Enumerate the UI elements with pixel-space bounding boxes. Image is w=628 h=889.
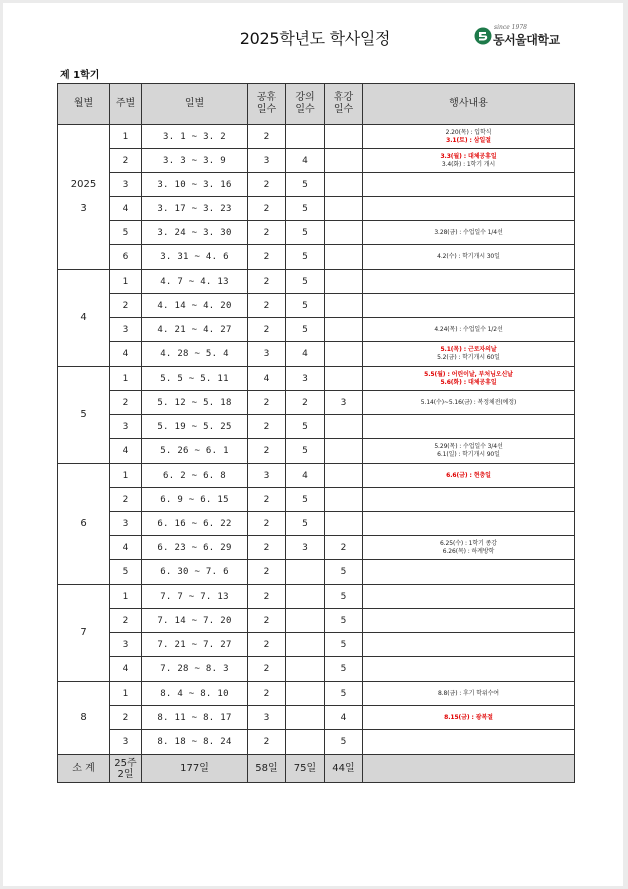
- total-lecture: 75일: [286, 755, 325, 783]
- events-cell: [363, 391, 575, 415]
- week-cell: 4: [110, 439, 142, 464]
- break-days-cell: [325, 367, 363, 391]
- break-days-cell: [325, 221, 363, 245]
- month-cell: [58, 682, 110, 755]
- lecture-days-cell: 5: [286, 439, 325, 464]
- event-item: 3.3(월) : 대체공휴일: [440, 152, 497, 160]
- event-item: 8.15(금) : 광복절: [444, 713, 493, 721]
- holiday-days-cell: 2: [248, 318, 286, 342]
- week-cell: 4: [110, 197, 142, 221]
- week-cell: 3: [110, 173, 142, 197]
- month-label: 2025: [70, 179, 97, 190]
- date-range-cell: 4. 7 ~ 4. 13: [142, 270, 248, 294]
- events-cell: [363, 294, 575, 318]
- week-cell: 2: [110, 391, 142, 415]
- table-row: [58, 585, 575, 609]
- total-holiday: 58일: [248, 755, 286, 783]
- event-item: 5.14(수)~5.16(금) : 복정체전(예정): [420, 398, 517, 406]
- break-days-cell: 5: [325, 609, 363, 633]
- events-cell: [363, 609, 575, 633]
- total-row: [58, 755, 575, 783]
- lecture-days-cell: 5: [286, 415, 325, 439]
- lecture-days-cell: 4: [286, 464, 325, 488]
- holiday-days-cell: 2: [248, 221, 286, 245]
- holiday-days-cell: 2: [248, 391, 286, 415]
- table-row: [58, 149, 575, 173]
- table-row: [58, 125, 575, 149]
- date-range-cell: 7. 28 ~ 8. 3: [142, 657, 248, 682]
- date-range-cell: 3. 31 ~ 4. 6: [142, 245, 248, 270]
- date-range-cell: 3. 24 ~ 3. 30: [142, 221, 248, 245]
- table-row: [58, 657, 575, 682]
- holiday-days-cell: 4: [248, 367, 286, 391]
- date-range-cell: 3. 17 ~ 3. 23: [142, 197, 248, 221]
- lecture-days-cell: 5: [286, 318, 325, 342]
- table-row: [58, 245, 575, 270]
- table-row: [58, 488, 575, 512]
- event-item: 5.29(목) : 수업일수 3/4선: [434, 443, 503, 450]
- event-item: 5.1(목) : 근로자의날: [440, 346, 497, 353]
- header-lecture-line2: 일수: [295, 104, 315, 115]
- lecture-days-cell: [286, 633, 325, 657]
- lecture-days-cell: 2: [286, 391, 325, 415]
- break-days-cell: [325, 149, 363, 173]
- week-cell: 1: [110, 125, 142, 149]
- holiday-days-cell: 2: [248, 245, 286, 270]
- table-row: [58, 633, 575, 657]
- event-item: 4.2(수) : 학기개시 30일: [437, 253, 500, 260]
- break-days-cell: [325, 125, 363, 149]
- date-range-cell: 6. 2 ~ 6. 8: [142, 464, 248, 488]
- events-cell: [363, 585, 575, 609]
- table-row: [58, 536, 575, 560]
- break-days-cell: [325, 464, 363, 488]
- table-row: [58, 391, 575, 415]
- week-cell: 2: [110, 294, 142, 318]
- event-item: 5.2(금) : 학기개시 60일: [437, 354, 500, 361]
- header-month: 월별: [58, 84, 110, 125]
- event-item: 3.1(토) : 삼일절: [446, 136, 491, 144]
- week-cell: 1: [110, 367, 142, 391]
- holiday-days-cell: 3: [248, 464, 286, 488]
- date-range-cell: 3. 1 ~ 3. 2: [142, 125, 248, 149]
- lecture-days-cell: 5: [286, 270, 325, 294]
- events-cell: [363, 415, 575, 439]
- date-range-cell: 6. 30 ~ 7. 6: [142, 560, 248, 585]
- date-range-cell: 5. 12 ~ 5. 18: [142, 391, 248, 415]
- date-range-cell: 6. 9 ~ 6. 15: [142, 488, 248, 512]
- break-days-cell: [325, 245, 363, 270]
- lecture-days-cell: 5: [286, 173, 325, 197]
- month-cell: [58, 585, 110, 682]
- table-row: [58, 415, 575, 439]
- page-title: 2025학년도 학사일정: [239, 29, 391, 48]
- events-cell: [363, 270, 575, 294]
- events-cell: [363, 657, 575, 682]
- events-cell: [363, 560, 575, 585]
- event-item: 6.1(일) : 학기개시 90일: [437, 451, 500, 458]
- break-days-cell: [325, 439, 363, 464]
- holiday-days-cell: 2: [248, 730, 286, 755]
- events-cell: [363, 512, 575, 536]
- events-cell: [363, 730, 575, 755]
- lecture-days-cell: [286, 730, 325, 755]
- header-events: 행사내용: [363, 84, 575, 125]
- events-cell: [363, 367, 575, 391]
- lecture-days-cell: 5: [286, 197, 325, 221]
- date-range-cell: 8. 18 ~ 8. 24: [142, 730, 248, 755]
- table-row: [58, 318, 575, 342]
- break-days-cell: [325, 342, 363, 367]
- week-cell: 2: [110, 609, 142, 633]
- event-item: 3.28(금) : 수업일수 1/4선: [434, 228, 503, 236]
- total-label: 소 계: [58, 755, 110, 783]
- academic-schedule-table: [57, 83, 575, 783]
- date-range-cell: 8. 4 ~ 8. 10: [142, 682, 248, 706]
- break-days-cell: 5: [325, 730, 363, 755]
- break-days-cell: 5: [325, 657, 363, 682]
- holiday-days-cell: 2: [248, 270, 286, 294]
- event-item: 6.25(수) : 1학기 종강: [440, 539, 497, 547]
- table-row: [58, 294, 575, 318]
- month-label: 7: [80, 627, 87, 638]
- holiday-days-cell: 2: [248, 536, 286, 560]
- date-range-cell: 5. 19 ~ 5. 25: [142, 415, 248, 439]
- break-days-cell: [325, 270, 363, 294]
- table-row: [58, 560, 575, 585]
- table-row: [58, 342, 575, 367]
- lecture-days-cell: [286, 657, 325, 682]
- table-row: [58, 221, 575, 245]
- events-cell: [363, 197, 575, 221]
- lecture-days-cell: [286, 585, 325, 609]
- lecture-days-cell: 3: [286, 536, 325, 560]
- month-cell: [58, 367, 110, 464]
- lecture-days-cell: 5: [286, 512, 325, 536]
- table-row: [58, 730, 575, 755]
- events-cell: [363, 342, 575, 367]
- header-week: 주별: [110, 84, 142, 125]
- events-cell: [363, 536, 575, 560]
- semester-label: 제 1학기: [60, 70, 100, 81]
- event-item: 5.6(화) : 대체공휴일: [440, 378, 497, 386]
- event-item: 5.5(월) : 어린이날, 부처님오신날: [424, 370, 513, 378]
- week-cell: 2: [110, 149, 142, 173]
- break-days-cell: [325, 512, 363, 536]
- total-weeks: [110, 755, 142, 783]
- lecture-days-cell: 4: [286, 149, 325, 173]
- date-range-cell: 6. 16 ~ 6. 22: [142, 512, 248, 536]
- break-days-cell: 5: [325, 633, 363, 657]
- lecture-days-cell: 5: [286, 245, 325, 270]
- break-days-cell: [325, 488, 363, 512]
- month-cell: [58, 125, 110, 270]
- table-row: [58, 173, 575, 197]
- holiday-days-cell: 2: [248, 609, 286, 633]
- lecture-days-cell: 3: [286, 367, 325, 391]
- week-cell: 1: [110, 682, 142, 706]
- events-cell: [363, 682, 575, 706]
- break-days-cell: 4: [325, 706, 363, 730]
- month-cell: [58, 464, 110, 585]
- week-cell: 4: [110, 657, 142, 682]
- date-range-cell: 8. 11 ~ 8. 17: [142, 706, 248, 730]
- table-row: [58, 464, 575, 488]
- date-range-cell: 7. 14 ~ 7. 20: [142, 609, 248, 633]
- events-cell: [363, 149, 575, 173]
- total-events: [363, 755, 575, 783]
- header-range: 일별: [142, 84, 248, 125]
- total-days: 177일: [142, 755, 248, 783]
- header-lecture-line1: 강의: [295, 92, 315, 103]
- break-days-cell: [325, 294, 363, 318]
- week-cell: 3: [110, 633, 142, 657]
- events-cell: [363, 488, 575, 512]
- date-range-cell: 5. 26 ~ 6. 1: [142, 439, 248, 464]
- month-label: 6: [80, 518, 87, 529]
- table-row: [58, 197, 575, 221]
- week-cell: 1: [110, 270, 142, 294]
- logo-name: 동서울대학교: [493, 33, 560, 47]
- table-row: [58, 682, 575, 706]
- header-lecture: [286, 84, 325, 125]
- events-cell: [363, 706, 575, 730]
- events-cell: [363, 245, 575, 270]
- event-item: 8.8(금) : 후기 학위수여: [438, 689, 499, 697]
- event-item: 3.4(화) : 1학기 개시: [441, 160, 496, 168]
- date-range-cell: 4. 21 ~ 4. 27: [142, 318, 248, 342]
- table-row: [58, 706, 575, 730]
- events-cell: [363, 125, 575, 149]
- week-cell: 3: [110, 415, 142, 439]
- week-cell: 1: [110, 464, 142, 488]
- break-days-cell: 5: [325, 682, 363, 706]
- event-item: 6.26(목) : 하계방학: [442, 547, 495, 555]
- month-label: 5: [80, 409, 87, 420]
- week-cell: 1: [110, 585, 142, 609]
- break-days-cell: 3: [325, 391, 363, 415]
- break-days-cell: 2: [325, 536, 363, 560]
- events-cell: [363, 173, 575, 197]
- holiday-days-cell: 2: [248, 512, 286, 536]
- week-cell: 3: [110, 512, 142, 536]
- header-holiday-line2: 일수: [256, 104, 277, 115]
- date-range-cell: 3. 10 ~ 3. 16: [142, 173, 248, 197]
- table-row: [58, 512, 575, 536]
- events-cell: [363, 439, 575, 464]
- event-item: 4.24(목) : 수업일수 1/2선: [434, 325, 503, 333]
- holiday-days-cell: 2: [248, 560, 286, 585]
- holiday-days-cell: 2: [248, 173, 286, 197]
- holiday-days-cell: 3: [248, 342, 286, 367]
- break-days-cell: 5: [325, 560, 363, 585]
- events-cell: [363, 464, 575, 488]
- month-cell: [58, 270, 110, 367]
- total-weeks-line1: 25주: [114, 757, 137, 769]
- lecture-days-cell: 4: [286, 342, 325, 367]
- month-label: 4: [80, 312, 87, 323]
- holiday-days-cell: 3: [248, 706, 286, 730]
- holiday-days-cell: 2: [248, 415, 286, 439]
- lecture-days-cell: [286, 125, 325, 149]
- events-cell: [363, 221, 575, 245]
- header-break: [325, 84, 363, 125]
- events-cell: [363, 318, 575, 342]
- date-range-cell: 6. 23 ~ 6. 29: [142, 536, 248, 560]
- month-label: 3: [80, 203, 87, 214]
- break-days-cell: [325, 197, 363, 221]
- week-cell: 4: [110, 342, 142, 367]
- week-cell: 3: [110, 318, 142, 342]
- table-header-row: [58, 84, 575, 125]
- header-holiday: [248, 84, 286, 125]
- total-break: 44일: [325, 755, 363, 783]
- holiday-days-cell: 2: [248, 657, 286, 682]
- date-range-cell: 5. 5 ~ 5. 11: [142, 367, 248, 391]
- break-days-cell: [325, 318, 363, 342]
- header-holiday-line1: 공휴: [256, 92, 277, 103]
- date-range-cell: 7. 21 ~ 7. 27: [142, 633, 248, 657]
- holiday-days-cell: 2: [248, 488, 286, 512]
- holiday-days-cell: 2: [248, 197, 286, 221]
- break-days-cell: [325, 415, 363, 439]
- table-row: [58, 270, 575, 294]
- break-days-cell: 5: [325, 585, 363, 609]
- week-cell: 2: [110, 706, 142, 730]
- lecture-days-cell: 5: [286, 294, 325, 318]
- month-label: 8: [80, 712, 87, 723]
- date-range-cell: 3. 3 ~ 3. 9: [142, 149, 248, 173]
- holiday-days-cell: 2: [248, 439, 286, 464]
- week-cell: 4: [110, 536, 142, 560]
- break-days-cell: [325, 173, 363, 197]
- lecture-days-cell: 5: [286, 221, 325, 245]
- header-break-line2: 일수: [333, 104, 354, 115]
- event-item: 6.6(금) : 현충일: [446, 471, 491, 479]
- total-weeks-line2: 2일: [117, 768, 134, 780]
- holiday-days-cell: 3: [248, 149, 286, 173]
- event-item: 2.20(목) : 입학식: [445, 128, 492, 136]
- lecture-days-cell: [286, 706, 325, 730]
- university-emblem-icon: [474, 27, 492, 45]
- logo-since-text: since 1978: [494, 24, 527, 31]
- lecture-days-cell: 5: [286, 488, 325, 512]
- events-cell: [363, 633, 575, 657]
- date-range-cell: 4. 28 ~ 5. 4: [142, 342, 248, 367]
- date-range-cell: 7. 7 ~ 7. 13: [142, 585, 248, 609]
- header-break-line1: 휴강: [333, 92, 354, 103]
- week-cell: 3: [110, 730, 142, 755]
- lecture-days-cell: [286, 609, 325, 633]
- holiday-days-cell: 2: [248, 682, 286, 706]
- week-cell: 2: [110, 488, 142, 512]
- holiday-days-cell: 2: [248, 633, 286, 657]
- week-cell: 5: [110, 221, 142, 245]
- table-row: [58, 367, 575, 391]
- holiday-days-cell: 2: [248, 294, 286, 318]
- schedule-body: [58, 125, 575, 755]
- date-range-cell: 4. 14 ~ 4. 20: [142, 294, 248, 318]
- holiday-days-cell: 2: [248, 585, 286, 609]
- lecture-days-cell: [286, 560, 325, 585]
- holiday-days-cell: 2: [248, 125, 286, 149]
- table-row: [58, 609, 575, 633]
- lecture-days-cell: [286, 682, 325, 706]
- week-cell: 6: [110, 245, 142, 270]
- week-cell: 5: [110, 560, 142, 585]
- table-row: [58, 439, 575, 464]
